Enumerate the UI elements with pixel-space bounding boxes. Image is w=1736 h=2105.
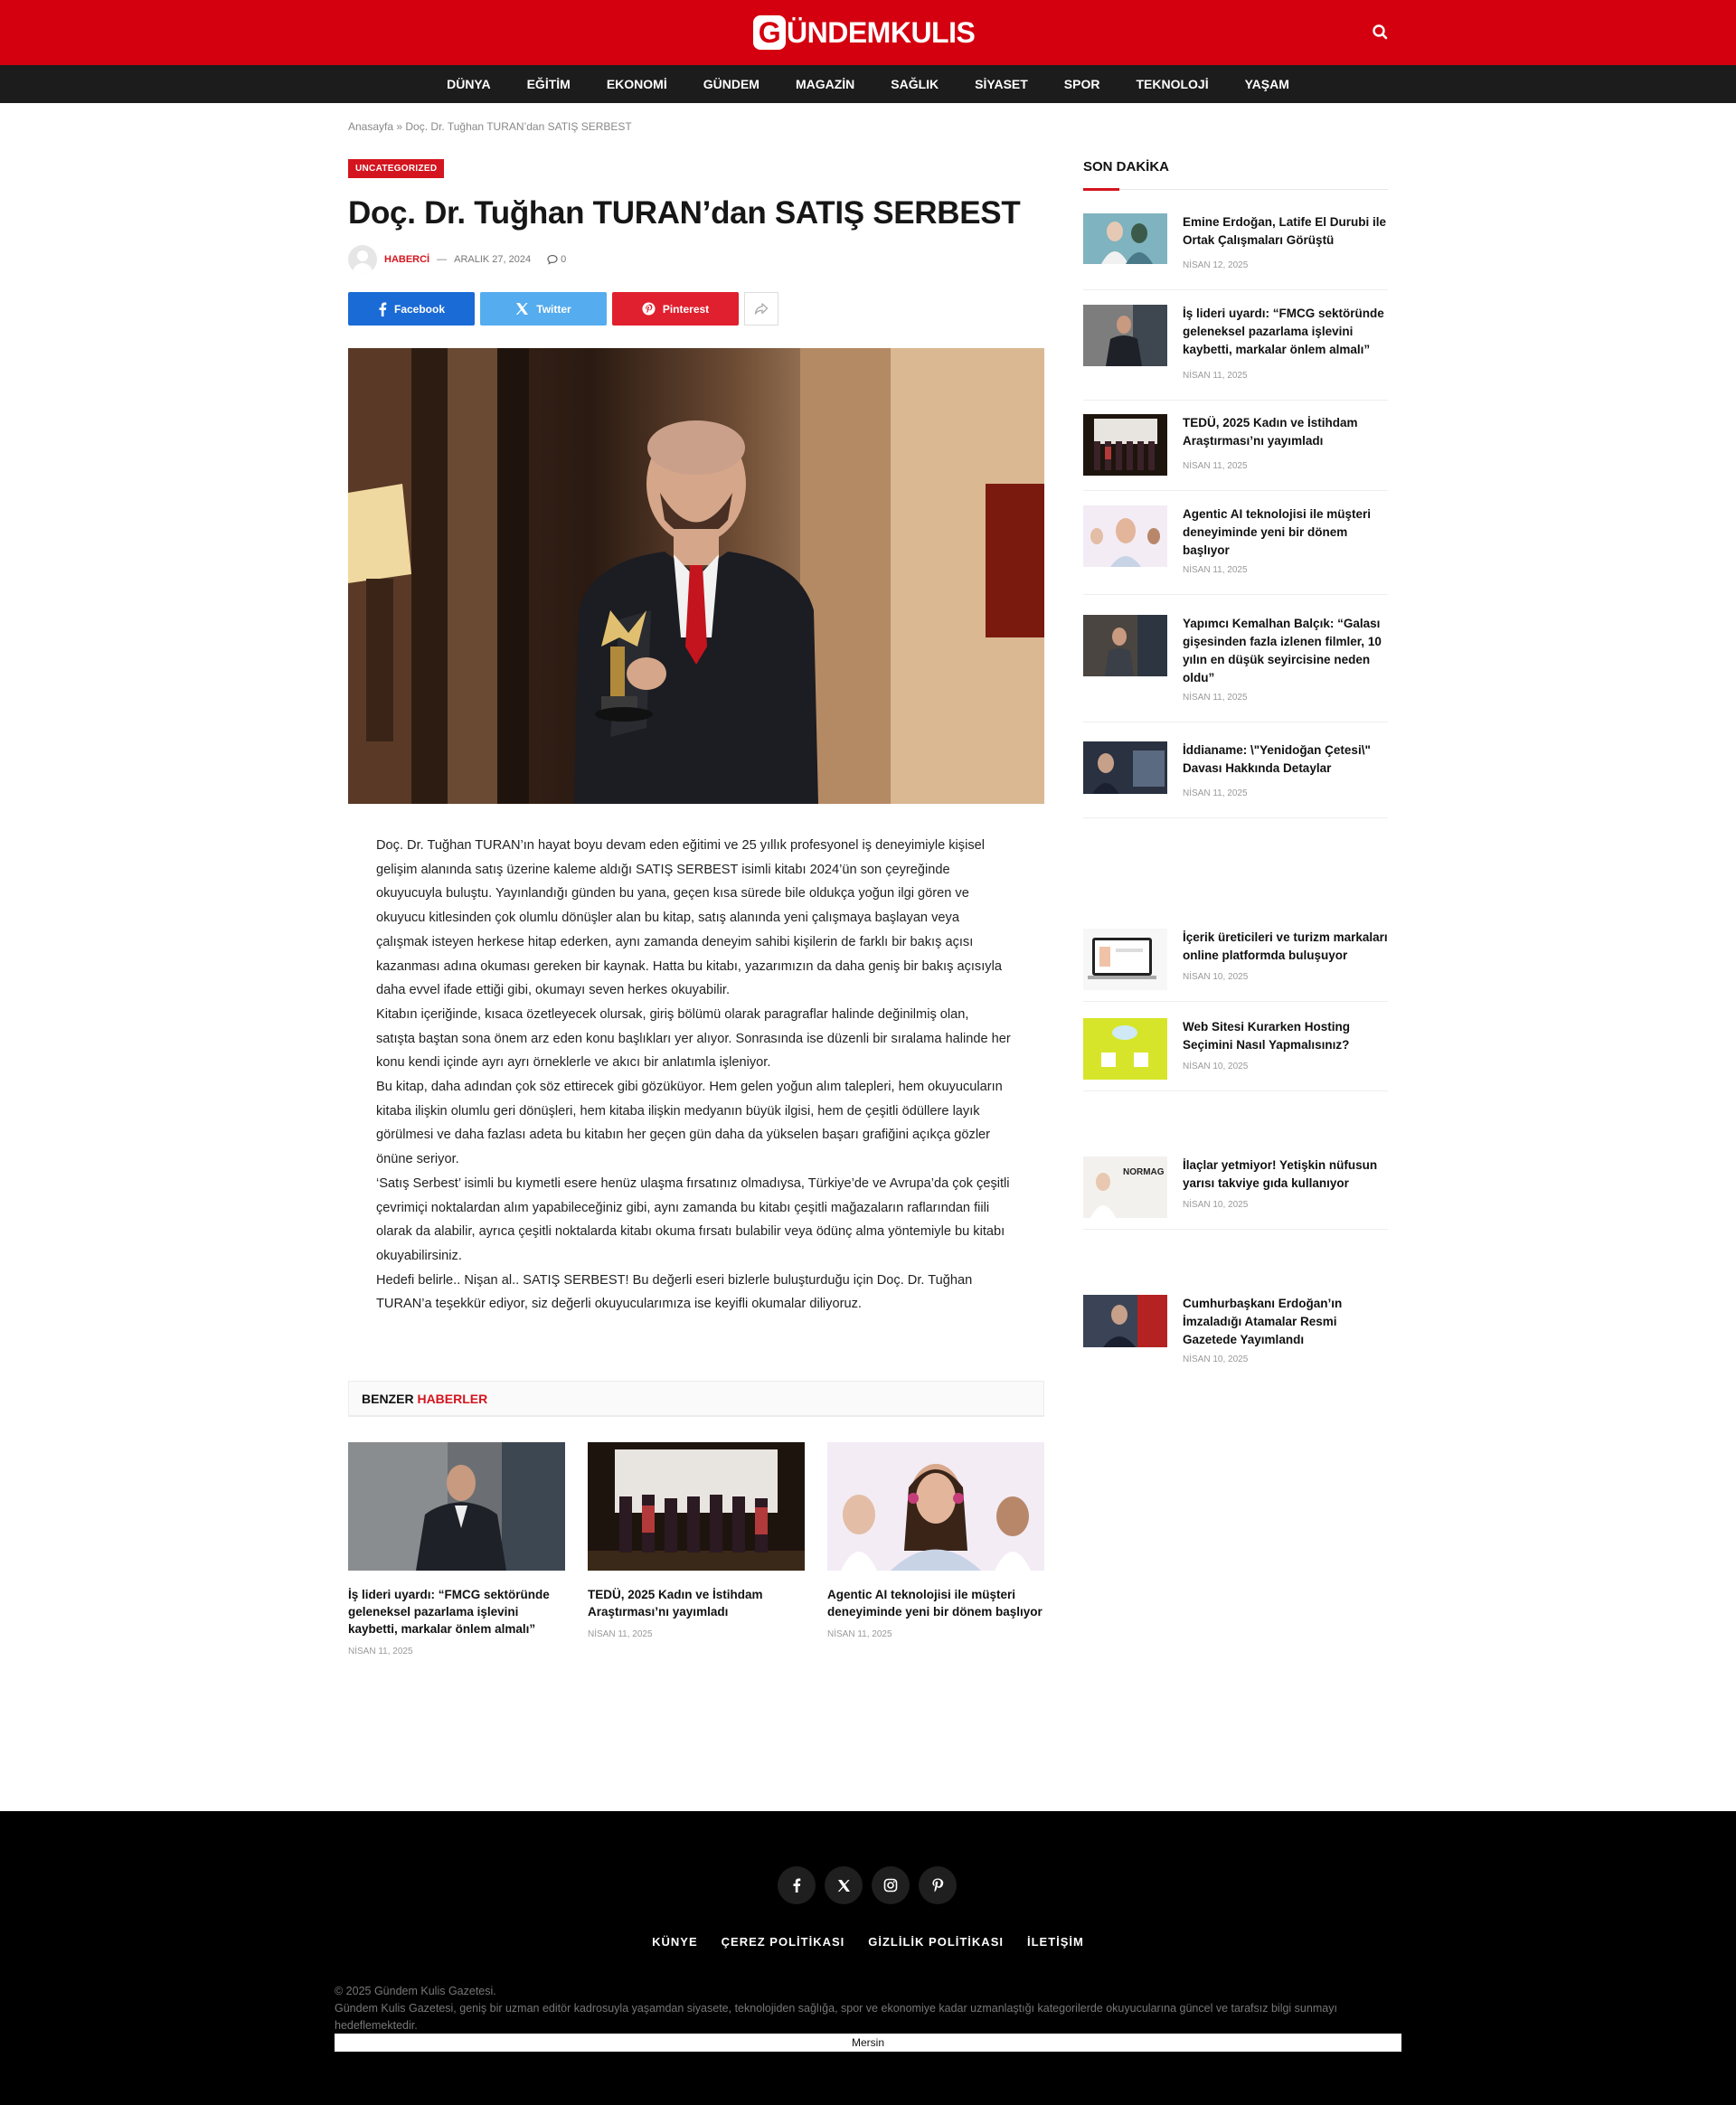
- related-thumbnail[interactable]: [588, 1442, 805, 1571]
- sidebar-divider: [1083, 594, 1388, 595]
- author-link[interactable]: HABERCİ: [384, 254, 430, 265]
- comments-link[interactable]: [547, 254, 566, 265]
- footer-link[interactable]: ÇEREZ POLİTİKASI: [721, 1935, 845, 1949]
- related-title[interactable]: Agentic AI teknolojisi ile müşteri deneyiminde yeni bir dönem başlıyor: [827, 1588, 1043, 1619]
- sidebar-news-title[interactable]: Yapımcı Kemalhan Balçık: “Galası gişesinden fazla izlenen filmler, 10 yılın en düşük seyircisine neden oldu”: [1183, 617, 1382, 684]
- pinterest-icon: [642, 302, 656, 316]
- sidebar-news-date: NİSAN 10, 2025: [1183, 972, 1249, 982]
- article-title: Doç. Dr. Tuğhan TURAN’dan SATIŞ SERBEST: [348, 195, 1021, 231]
- footer-link[interactable]: KÜNYE: [652, 1935, 698, 1949]
- sidebar-news-title[interactable]: Emine Erdoğan, Latife El Durubi ile Ortak Çalışmaları Görüştü: [1183, 215, 1387, 247]
- share-facebook-label: Facebook: [393, 302, 445, 316]
- sidebar-news-title[interactable]: TEDÜ, 2025 Kadın ve İstihdam Araştırması’nı yayımladı: [1183, 416, 1358, 448]
- nav-item[interactable]: DÜNYA: [447, 77, 491, 91]
- site-logo[interactable]: [753, 13, 975, 52]
- sidebar-news-date: NİSAN 11, 2025: [1183, 693, 1248, 703]
- sidebar-thumbnail[interactable]: [1083, 615, 1167, 676]
- sidebar-divider: [1083, 289, 1388, 290]
- article-paragraph: Doç. Dr. Tuğhan TURAN’ın hayat boyu devam eden eğitimi ve 25 yıllık profesyonel iş deneyimiyle kişisel gelişim alanında satış üzerine kaleme aldığı SATIŞ SERBEST isimli kitabı 2024’ün son çeyreğinde okuyucuyla buluştu. Yayınlandığı günden bu yana, geçen kısa sürede bile oldukça yoğun ilgi gören ve okuyucu kitlesinden çok olumlu dönüşler alan bu kitap, satış alanında yeni çalışmaya başlayan veya çalışmak isteyen herkese hitap ederken, aynı zamanda deneyim sahibi kişilerin de farklı bir bakış açısı kazanması adına okuması gereken bir kaynak. Hatta bu kitabı, yazarımızın da daha geniş bir bakış açısıyla daha evvel ifade ettiği gibi, okumayı seven herkes okuyabilir.: [376, 838, 1002, 998]
- share-pinterest-button[interactable]: [612, 292, 739, 326]
- search-icon[interactable]: [1371, 23, 1391, 42]
- facebook-icon[interactable]: [778, 1866, 816, 1904]
- footer-city: Mersin: [335, 2034, 1401, 2052]
- breadcrumb: [348, 120, 632, 133]
- related-title[interactable]: TEDÜ, 2025 Kadın ve İstihdam Araştırması’nı yayımladı: [588, 1588, 763, 1619]
- footer-links: [0, 1935, 1736, 1949]
- nav-list: [0, 65, 1736, 103]
- share-buttons: [348, 292, 778, 326]
- category-badge[interactable]: UNCATEGORIZED: [348, 159, 444, 178]
- footer-link[interactable]: İLETİŞİM: [1026, 1935, 1084, 1949]
- nav-item[interactable]: TEKNOLOJİ: [1136, 77, 1209, 91]
- share-icon: [754, 303, 769, 316]
- related-date: NİSAN 11, 2025: [827, 1629, 892, 1639]
- sidebar-news-title[interactable]: Agentic AI teknolojisi ile müşteri deneyiminde yeni bir dönem başlıyor: [1183, 507, 1372, 557]
- sidebar-divider: [1083, 1229, 1388, 1230]
- article-paragraph: ‘Satış Serbest’ isimli bu kıymetli esere henüz ulaşma fırsatınız olmadıysa, Türkiye’de ve Avrupa’da çok çeşitli çevrimiçi noktalardan alım yapabileceğiniz gibi, aynı zamanda bu kitabı çeşitli mağazaların raflarından fiili olarak da alabilir, ayrıca çeşitli noktalarda kitabı okuma fırsatı bulabilir veya ödünç alma yöntemiyle bu kitabı okuyabilirsiniz.: [376, 1175, 1010, 1263]
- sidebar-divider: [1083, 1001, 1388, 1002]
- article-paragraph: Bu kitap, daha adından çok söz ettirecek gibi gözüküyor. Hem gelen yoğun alım talepleri, hem okuyucuların kitaba ilişkin olumlu geri dönüşleri, hem kitaba ilişkin medyanın büyük ilgisi, hem de çeşitli ödüllere layık görülmesi ve daha fazlası adeta bu kitabın her geçen gün daha da yükselen başarı grafiğini açıkça gözler önüne seriyor.: [376, 1080, 1003, 1167]
- breadcrumb-home[interactable]: Anasayfa: [348, 120, 394, 133]
- sidebar-news-date: NİSAN 11, 2025: [1183, 565, 1248, 575]
- related-card[interactable]: [588, 1442, 805, 1639]
- footer-about: Gündem Kulis Gazetesi, geniş bir uzman editör kadrosuyla yaşamdan siyasete, teknolojiden sağlığa, spor ve ekonomiye kadar uzmanlaştığı kategorilerde okuyucularına güncel ve tarafsız bilgi sunmayı hedeflemektedir.: [335, 2002, 1337, 2032]
- related-card[interactable]: [348, 1442, 565, 1657]
- nav-item[interactable]: GÜNDEM: [703, 77, 760, 91]
- nav-item[interactable]: SİYASET: [975, 77, 1028, 91]
- sidebar-thumbnail[interactable]: [1083, 305, 1167, 366]
- sidebar-thumbnail[interactable]: [1083, 1018, 1167, 1080]
- related-heading: [348, 1381, 1044, 1417]
- sidebar-divider: [1083, 1090, 1388, 1091]
- related-thumbnail[interactable]: [827, 1442, 1044, 1571]
- nav-item[interactable]: MAGAZİN: [795, 77, 855, 91]
- sidebar-news-date: NİSAN 10, 2025: [1183, 1355, 1249, 1364]
- sidebar-news-date: NİSAN 12, 2025: [1183, 260, 1249, 270]
- related-date: NİSAN 11, 2025: [348, 1647, 413, 1657]
- nav-item[interactable]: EĞİTİM: [526, 77, 571, 91]
- related-thumbnail[interactable]: [348, 1442, 565, 1571]
- nav-item[interactable]: SAĞLIK: [891, 77, 939, 91]
- share-twitter-button[interactable]: [480, 292, 607, 326]
- sidebar-news-date: NİSAN 10, 2025: [1183, 1200, 1249, 1210]
- article-paragraph: Kitabın içeriğinde, kısaca özetleyecek olursak, giriş bölümü olarak paragraflar halinde değinilmiş olan, satışta baştan sona önem arz eden konu başlıkları yer alıyor. Sonrasında ise düzenli bir sıralama halinde her konu kendi içinde ayrı ayrı örneklerle ve akıcı bir anlatımla işleniyor.: [376, 1006, 1011, 1071]
- top-header: [0, 0, 1736, 65]
- sidebar-thumbnail[interactable]: [1083, 1156, 1167, 1218]
- related-title[interactable]: İş lideri uyardı: “FMCG sektöründe geleneksel pazarlama işlevini kaybetti, markalar önlem almalı”: [348, 1588, 550, 1636]
- footer-link[interactable]: GİZLİLİK POLİTİKASI: [868, 1935, 1004, 1949]
- article-featured-image: [348, 348, 1044, 804]
- sidebar-divider: [1083, 817, 1388, 818]
- comment-icon: [547, 254, 558, 265]
- instagram-icon[interactable]: [872, 1866, 910, 1904]
- x-icon[interactable]: [825, 1866, 863, 1904]
- author-avatar[interactable]: [348, 245, 377, 274]
- sidebar-thumbnail[interactable]: [1083, 505, 1167, 567]
- sidebar-divider: [1083, 400, 1388, 401]
- sidebar-heading: SON DAKİKA: [1083, 159, 1388, 190]
- x-icon: [515, 302, 529, 316]
- share-facebook-button[interactable]: [348, 292, 475, 326]
- sidebar-news-date: NİSAN 11, 2025: [1183, 461, 1248, 471]
- logo-text: ÜNDEMKULIS: [787, 15, 976, 49]
- sidebar-news-date: NİSAN 11, 2025: [1183, 788, 1248, 798]
- sidebar-news-title[interactable]: İş lideri uyardı: “FMCG sektöründe geleneksel pazarlama işlevini kaybetti, markalar önlem almalı”: [1183, 307, 1384, 356]
- footer-copyright-block: [335, 1983, 1401, 2034]
- main-nav: [0, 65, 1736, 103]
- nav-item[interactable]: YAŞAM: [1244, 77, 1289, 91]
- sidebar-thumbnail[interactable]: [1083, 1295, 1167, 1356]
- related-heading-b: HABERLER: [413, 1392, 488, 1406]
- breadcrumb-separator: »: [393, 120, 406, 133]
- article-paragraph: Hedefi belirle.. Nişan al.. SATIŞ SERBEST! Bu değerli eseri bizlerle buluşturduğu için Doç. Dr. Tuğhan TURAN’a teşekkür ediyor, siz değerli okuyucularımıza ise keyifli okumalar diliyoruz.: [376, 1272, 973, 1312]
- sidebar-news-title[interactable]: İddianame: \"Yenidoğan Çetesi\" Davası Hakkında Detaylar: [1183, 743, 1371, 775]
- svg-text:NORMAG: NORMAG: [1123, 1167, 1165, 1177]
- sidebar-news-title[interactable]: İçerik üreticileri ve turizm markaları online platformda buluşuyor: [1183, 930, 1388, 962]
- comment-count: 0: [561, 254, 567, 265]
- facebook-icon: [378, 302, 387, 316]
- footer: [0, 1811, 1736, 2105]
- sidebar-news-date: NİSAN 11, 2025: [1183, 371, 1248, 381]
- sidebar-news-title[interactable]: İlaçlar yetmiyor! Yetişkin nüfusun yarısı takviye gıda kullanıyor: [1183, 1158, 1378, 1190]
- breadcrumb-current: Doç. Dr. Tuğhan TURAN’dan SATIŞ SERBEST: [405, 120, 632, 133]
- sidebar-thumbnail[interactable]: [1083, 741, 1167, 803]
- related-card[interactable]: [827, 1442, 1044, 1639]
- share-more-button[interactable]: [744, 292, 778, 326]
- sidebar-thumbnail[interactable]: [1083, 929, 1167, 990]
- footer-socials: [778, 1866, 957, 1904]
- article-body: [376, 834, 1011, 1317]
- sidebar-thumbnail[interactable]: [1083, 414, 1167, 476]
- share-twitter-label: Twitter: [536, 302, 571, 316]
- sidebar-news-title[interactable]: Web Sitesi Kurarken Hosting Seçimini Nasıl Yapmalısınız?: [1183, 1020, 1351, 1052]
- logo-letter: G: [753, 15, 786, 50]
- pinterest-icon[interactable]: [919, 1866, 957, 1904]
- article-meta: [348, 245, 566, 274]
- sidebar-news-title[interactable]: Cumhurbaşkanı Erdoğan’ın İmzaladığı Atamalar Resmi Gazetede Yayımlandı: [1183, 1297, 1343, 1346]
- sidebar-news-date: NİSAN 10, 2025: [1183, 1062, 1249, 1071]
- share-pinterest-label: Pinterest: [662, 302, 710, 316]
- footer-copyright: © 2025 Gündem Kulis Gazetesi.: [335, 1985, 496, 1997]
- related-date: NİSAN 11, 2025: [588, 1629, 653, 1639]
- sidebar-divider: [1083, 490, 1388, 491]
- related-heading-a: BENZER: [362, 1392, 414, 1406]
- nav-item[interactable]: EKONOMİ: [606, 77, 667, 91]
- nav-item[interactable]: SPOR: [1063, 77, 1100, 91]
- sidebar-thumbnail[interactable]: [1083, 213, 1167, 275]
- post-date: ARALIK 27, 2024: [454, 254, 532, 265]
- date-separator: —: [437, 254, 448, 265]
